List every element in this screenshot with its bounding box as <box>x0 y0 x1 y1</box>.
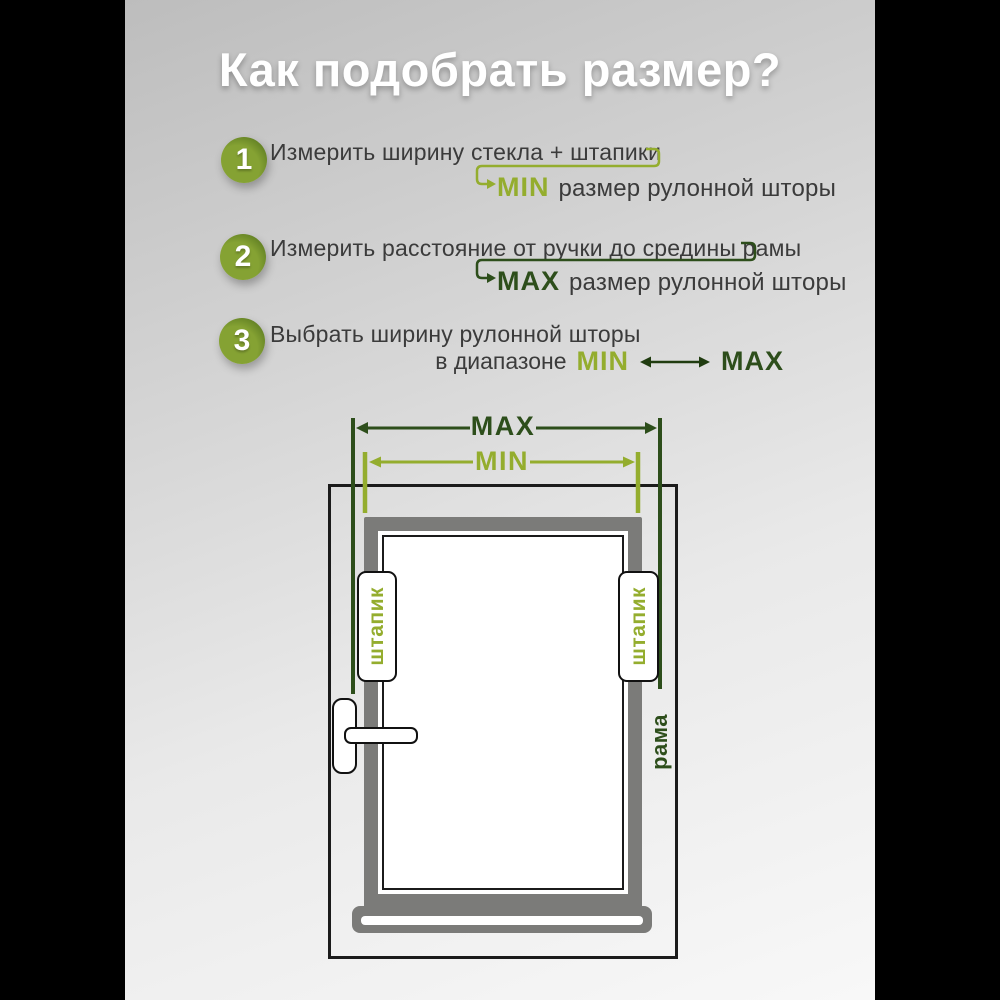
step-1-badge <box>221 137 267 183</box>
bead-label-right <box>618 571 659 682</box>
step-2-badge <box>220 234 266 280</box>
step-3-text: Выбрать ширину рулонной шторы <box>270 321 641 347</box>
max-result-text: размер рулонной шторы <box>569 269 847 296</box>
window-sash <box>364 517 642 908</box>
range-double-arrow-icon <box>639 355 711 369</box>
window-handle-lever <box>344 727 418 744</box>
max-keyword: MAX <box>497 266 560 296</box>
window-sill-slot <box>361 916 643 925</box>
bead-label-left-text: штапик <box>365 587 388 666</box>
glass-pane <box>382 535 624 890</box>
max-result-row <box>497 268 847 297</box>
right-letterbox-bar <box>875 0 1000 1000</box>
bead-label-right-text: штапик <box>626 587 650 666</box>
frame-label <box>645 702 675 782</box>
step-3-range-row <box>435 348 784 375</box>
step-3-number: 3 <box>233 324 251 357</box>
min-dimension-label: MIN <box>475 446 529 476</box>
step-2-number: 2 <box>234 240 252 273</box>
min-result-row <box>497 174 836 203</box>
range-min-keyword: MIN <box>576 346 629 376</box>
range-max-keyword: MAX <box>721 346 784 376</box>
step-1-number: 1 <box>235 143 253 176</box>
max-dimension-label: MAX <box>470 411 536 441</box>
step-3-badge <box>219 318 265 364</box>
range-prefix: в диапазоне <box>435 348 567 374</box>
frame-label-text: рама <box>647 714 672 770</box>
step-1-text: Измерить ширину стекла + штапики <box>270 139 662 165</box>
min-result-text: размер рулонной шторы <box>558 175 837 202</box>
min-keyword: MIN <box>497 172 550 202</box>
step-2-text: Измерить расстояние от ручки до средины рамы <box>270 235 802 261</box>
left-letterbox-bar <box>0 0 125 1000</box>
page-title: Как подобрать размер? <box>218 43 782 96</box>
window-sill <box>352 906 652 933</box>
bead-label-left <box>357 571 397 682</box>
